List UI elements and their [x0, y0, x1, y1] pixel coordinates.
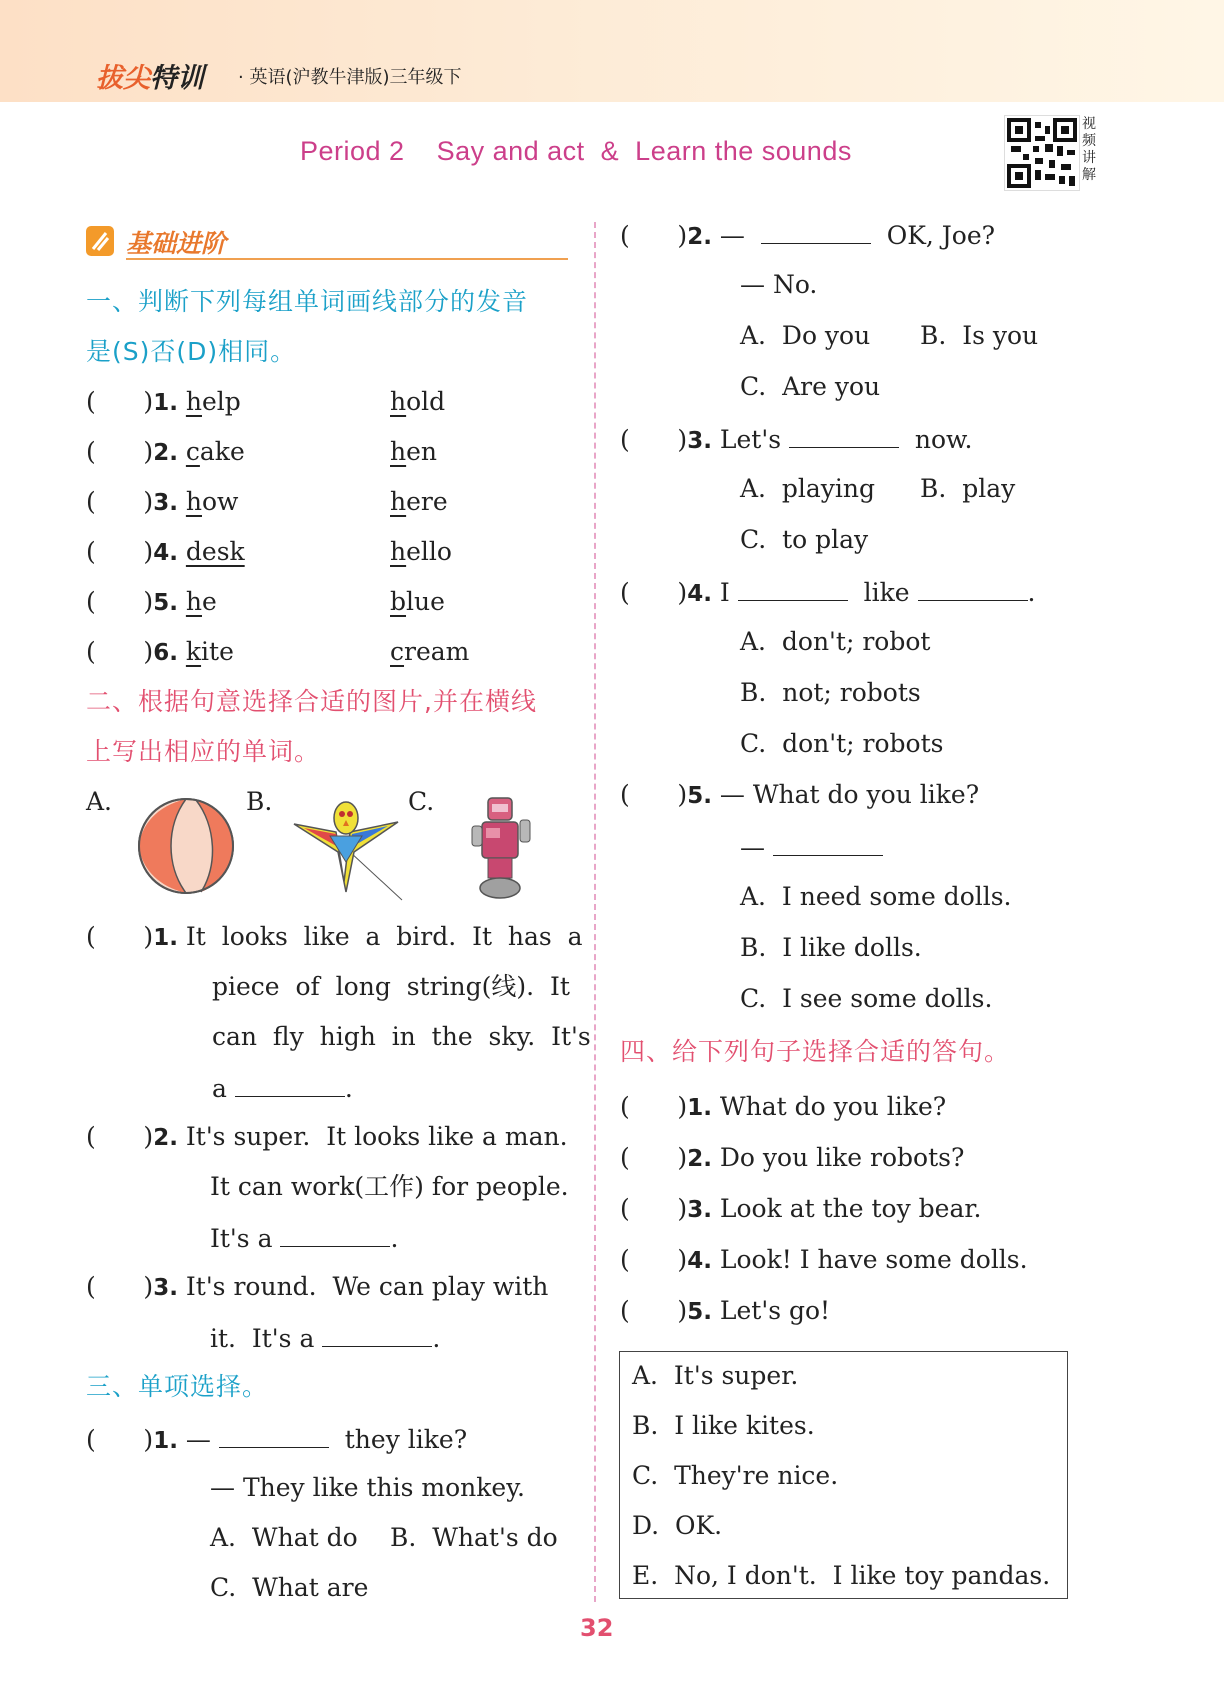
section1-heading: 一、判断下列每组单词画线部分的发音 是(S)否(D)相同。 — [86, 287, 529, 366]
answer-line: — They like this monkey. — [210, 1473, 525, 1502]
option-a: A. playing — [740, 474, 876, 503]
option-c: C. I see some dolls. — [740, 984, 993, 1013]
option-b: B. What's do — [390, 1523, 558, 1552]
compare-word: hen — [390, 437, 438, 466]
banner-title: 基础进阶 — [126, 229, 227, 258]
ball-image — [136, 796, 236, 896]
list-item: ( )6. kite — [86, 637, 234, 666]
subject-label: · 英语(沪教牛津版)三年级下 — [238, 67, 462, 88]
section4-heading: 四、给下列句子选择合适的答句。 — [620, 1037, 1011, 1066]
list-item: ( )2. Do you like robots? — [620, 1143, 965, 1172]
list-item: ( )3. It's round. We can play with — [86, 1272, 549, 1301]
answer-option: B. I like kites. — [632, 1411, 815, 1440]
option-b: B. I like dolls. — [740, 933, 922, 962]
answer-option: D. OK. — [632, 1511, 723, 1540]
page-title: Period 2 Say and act & Learn the sounds — [300, 136, 852, 166]
list-item: ( )5. Let's go! — [620, 1296, 831, 1325]
option-c: C. to play — [740, 525, 869, 554]
answer-option: E. No, I don't. I like toy pandas. — [632, 1561, 1051, 1590]
option-b: B. Is you — [920, 321, 1039, 350]
picture-label-c: C. — [408, 787, 435, 816]
banner-underline — [126, 258, 568, 260]
question-line: can fly high in the sky. It's — [212, 1022, 591, 1051]
option-c: C. Are you — [740, 372, 881, 401]
option-c: C. What are — [210, 1573, 369, 1602]
option-c: C. don't; robots — [740, 729, 944, 758]
list-item: ( )4. I like . — [620, 578, 1036, 607]
compare-word: cream — [390, 637, 470, 666]
answer-blank[interactable] — [918, 576, 1028, 601]
picture-label-b: B. — [246, 787, 273, 816]
option-a: A. What do — [210, 1523, 358, 1552]
option-b: B. not; robots — [740, 678, 921, 707]
question-line: It's a . — [210, 1224, 399, 1253]
picture-label-a: A. — [86, 787, 113, 816]
list-item: ( )3. Let's now. — [620, 425, 973, 454]
option-b: B. play — [920, 474, 1016, 503]
list-item: ( )1. It looks like a bird. It has a — [86, 922, 583, 951]
list-item: ( )2. It's super. It looks like a man. — [86, 1122, 568, 1151]
list-item: ( )5. — What do you like? — [620, 780, 980, 809]
page-number: 32 — [580, 1614, 614, 1642]
question-line: piece of long string(线). It — [212, 972, 570, 1001]
brand-logo: 拔尖特训 — [96, 63, 204, 94]
banner-icon — [86, 226, 114, 256]
compare-word: here — [390, 487, 448, 516]
robot-image — [470, 792, 542, 902]
section2-heading: 二、根据句意选择合适的图片,并在横线 上写出相应的单词。 — [86, 687, 537, 766]
option-a: A. Do you — [740, 321, 871, 350]
answer-blank[interactable] — [773, 831, 883, 856]
compare-word: blue — [390, 587, 445, 616]
qr-label: 视频讲解 — [1082, 116, 1096, 183]
list-item: ( )1. What do you like? — [620, 1092, 947, 1121]
option-a: A. don't; robot — [740, 627, 931, 656]
answer-line: — — [740, 831, 883, 863]
answer-option: C. They're nice. — [632, 1461, 839, 1490]
question-line: a . — [212, 1074, 353, 1103]
list-item: ( )1. — they like? — [86, 1425, 468, 1454]
option-a: A. I need some dolls. — [740, 882, 1012, 911]
answer-line: — No. — [740, 270, 818, 299]
answer-blank[interactable] — [235, 1072, 345, 1097]
list-item: ( )3. how — [86, 487, 239, 516]
list-item: ( )5. he — [86, 587, 217, 616]
list-item: ( )4. Look! I have some dolls. — [620, 1245, 1028, 1274]
question-line: It can work(工作) for people. — [210, 1172, 569, 1201]
answer-option: A. It's super. — [632, 1361, 799, 1390]
list-item: ( )2. cake — [86, 437, 245, 466]
answer-blank[interactable] — [761, 219, 871, 244]
list-item: ( )4. desk — [86, 537, 245, 566]
list-item: ( )1. help — [86, 387, 241, 416]
list-item: ( )2. — OK, Joe? — [620, 221, 996, 250]
qr-code-icon[interactable] — [1004, 115, 1080, 191]
kite-image — [290, 792, 406, 902]
answer-blank[interactable] — [738, 576, 848, 601]
column-divider — [594, 222, 596, 1602]
answer-blank[interactable] — [280, 1222, 390, 1247]
answer-blank[interactable] — [789, 423, 899, 448]
compare-word: hold — [390, 387, 446, 416]
section3-heading: 三、单项选择。 — [86, 1372, 269, 1401]
question-line: it. It's a . — [210, 1324, 441, 1353]
compare-word: hello — [390, 537, 452, 566]
section-banner — [86, 224, 568, 262]
answer-blank[interactable] — [322, 1322, 432, 1347]
list-item: ( )3. Look at the toy bear. — [620, 1194, 982, 1223]
answer-blank[interactable] — [219, 1423, 329, 1448]
